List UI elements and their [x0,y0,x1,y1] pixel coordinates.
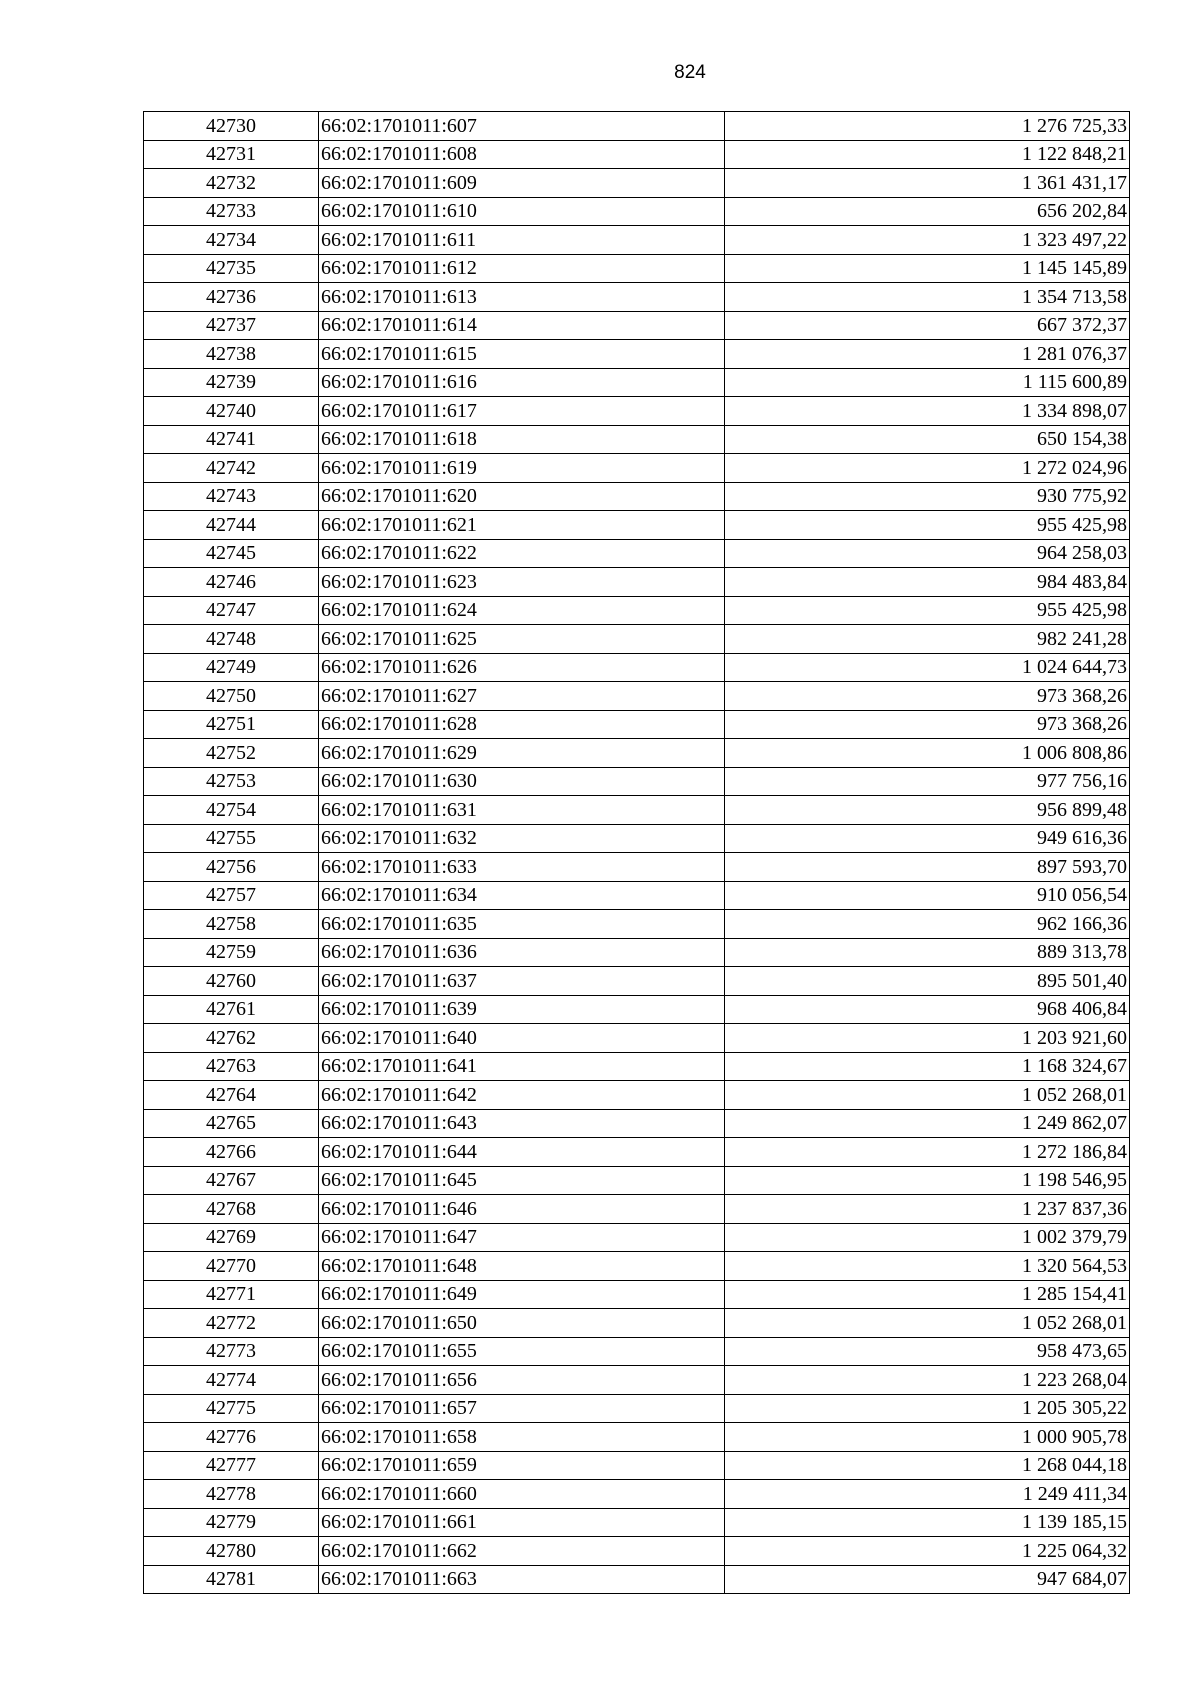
table-row [144,1252,1130,1281]
cadastral-number-cell: 66:02:1701011:656 [319,1366,725,1395]
cadastral-number-cell: 66:02:1701011:615 [319,340,725,369]
cadastral-number-cell: 66:02:1701011:655 [319,1337,725,1366]
cadastral-value-cell: 973 368,26 [725,710,1130,739]
row-number-cell: 42748 [144,625,319,654]
row-number-cell: 42773 [144,1337,319,1366]
table-row [144,511,1130,540]
table-row [144,425,1130,454]
cadastral-number-cell: 66:02:1701011:608 [319,140,725,169]
row-number-cell: 42735 [144,254,319,283]
cadastral-value-cell: 1 281 076,37 [725,340,1130,369]
row-number-cell: 42733 [144,197,319,226]
table-row [144,140,1130,169]
row-number-cell: 42743 [144,482,319,511]
row-number-cell: 42730 [144,112,319,141]
cadastral-number-cell: 66:02:1701011:660 [319,1480,725,1509]
row-number-cell: 42761 [144,995,319,1024]
row-number-cell: 42756 [144,853,319,882]
row-number-cell: 42738 [144,340,319,369]
cadastral-number-cell: 66:02:1701011:609 [319,169,725,198]
row-number-cell: 42771 [144,1280,319,1309]
cadastral-number-cell: 66:02:1701011:631 [319,796,725,825]
row-number-cell: 42734 [144,226,319,255]
row-number-cell: 42775 [144,1394,319,1423]
table-body [144,112,1130,1594]
cadastral-value-cell: 1 024 644,73 [725,653,1130,682]
cadastral-number-cell: 66:02:1701011:657 [319,1394,725,1423]
table-row [144,482,1130,511]
cadastral-value-cell: 1 115 600,89 [725,368,1130,397]
table-row [144,1138,1130,1167]
table-row [144,1508,1130,1537]
cadastral-value-cell: 930 775,92 [725,482,1130,511]
table-row [144,1423,1130,1452]
cadastral-number-cell: 66:02:1701011:650 [319,1309,725,1338]
row-number-cell: 42737 [144,311,319,340]
cadastral-number-cell: 66:02:1701011:642 [319,1081,725,1110]
cadastral-value-cell: 1 249 411,34 [725,1480,1130,1509]
table-row [144,824,1130,853]
cadastral-number-cell: 66:02:1701011:647 [319,1223,725,1252]
row-number-cell: 42768 [144,1195,319,1224]
table-row [144,1337,1130,1366]
cadastral-number-cell: 66:02:1701011:624 [319,596,725,625]
cadastral-number-cell: 66:02:1701011:620 [319,482,725,511]
cadastral-number-cell: 66:02:1701011:636 [319,938,725,967]
cadastral-number-cell: 66:02:1701011:632 [319,824,725,853]
cadastral-number-cell: 66:02:1701011:619 [319,454,725,483]
cadastral-value-cell: 910 056,54 [725,881,1130,910]
row-number-cell: 42778 [144,1480,319,1509]
cadastral-value-cell: 1 000 905,78 [725,1423,1130,1452]
row-number-cell: 42777 [144,1451,319,1480]
table-row [144,1052,1130,1081]
table-row [144,1024,1130,1053]
table-row [144,1366,1130,1395]
cadastral-number-cell: 66:02:1701011:625 [319,625,725,654]
row-number-cell: 42755 [144,824,319,853]
table-row [144,568,1130,597]
cadastral-number-cell: 66:02:1701011:641 [319,1052,725,1081]
cadastral-number-cell: 66:02:1701011:630 [319,767,725,796]
cadastral-value-cell: 1 006 808,86 [725,739,1130,768]
table-row [144,1223,1130,1252]
cadastral-number-cell: 66:02:1701011:649 [319,1280,725,1309]
row-number-cell: 42764 [144,1081,319,1110]
cadastral-number-cell: 66:02:1701011:626 [319,653,725,682]
table-row [144,796,1130,825]
cadastral-number-cell: 66:02:1701011:621 [319,511,725,540]
cadastral-value-cell: 1 361 431,17 [725,169,1130,198]
row-number-cell: 42769 [144,1223,319,1252]
cadastral-number-cell: 66:02:1701011:611 [319,226,725,255]
cadastral-value-cell: 650 154,38 [725,425,1130,454]
cadastral-value-cell: 897 593,70 [725,853,1130,882]
table-row [144,454,1130,483]
cadastral-value-cell: 1 272 024,96 [725,454,1130,483]
cadastral-number-cell: 66:02:1701011:617 [319,397,725,426]
cadastral-number-cell: 66:02:1701011:628 [319,710,725,739]
cadastral-value-cell: 1 323 497,22 [725,226,1130,255]
cadastral-value-cell: 1 268 044,18 [725,1451,1130,1480]
cadastral-number-cell: 66:02:1701011:644 [319,1138,725,1167]
cadastral-number-cell: 66:02:1701011:633 [319,853,725,882]
cadastral-value-cell: 1 139 185,15 [725,1508,1130,1537]
cadastral-value-cell: 1 168 324,67 [725,1052,1130,1081]
cadastral-number-cell: 66:02:1701011:646 [319,1195,725,1224]
table-row [144,1451,1130,1480]
cadastral-number-cell: 66:02:1701011:622 [319,539,725,568]
cadastral-number-cell: 66:02:1701011:659 [319,1451,725,1480]
row-number-cell: 42732 [144,169,319,198]
table-row [144,197,1130,226]
cadastral-number-cell: 66:02:1701011:612 [319,254,725,283]
cadastral-value-cell: 1 276 725,33 [725,112,1130,141]
table-row [144,653,1130,682]
cadastral-value-cell: 1 052 268,01 [725,1081,1130,1110]
row-number-cell: 42754 [144,796,319,825]
cadastral-number-cell: 66:02:1701011:635 [319,910,725,939]
cadastral-number-cell: 66:02:1701011:618 [319,425,725,454]
cadastral-value-cell: 955 425,98 [725,596,1130,625]
row-number-cell: 42774 [144,1366,319,1395]
row-number-cell: 42731 [144,140,319,169]
cadastral-value-cell: 1 122 848,21 [725,140,1130,169]
row-number-cell: 42746 [144,568,319,597]
table-row [144,853,1130,882]
row-number-cell: 42740 [144,397,319,426]
table-row [144,1280,1130,1309]
row-number-cell: 42780 [144,1537,319,1566]
cadastral-value-cell: 964 258,03 [725,539,1130,568]
table-row [144,625,1130,654]
table-row [144,995,1130,1024]
table-row [144,368,1130,397]
table-row [144,340,1130,369]
row-number-cell: 42772 [144,1309,319,1338]
cadastral-number-cell: 66:02:1701011:663 [319,1565,725,1594]
cadastral-number-cell: 66:02:1701011:614 [319,311,725,340]
table-row [144,112,1130,141]
cadastral-number-cell: 66:02:1701011:645 [319,1166,725,1195]
page-number: 824 [674,62,706,83]
cadastral-value-cell: 889 313,78 [725,938,1130,967]
cadastral-number-cell: 66:02:1701011:640 [319,1024,725,1053]
cadastral-number-cell: 66:02:1701011:629 [319,739,725,768]
table-row [144,1166,1130,1195]
row-number-cell: 42776 [144,1423,319,1452]
row-number-cell: 42751 [144,710,319,739]
cadastral-value-cell: 947 684,07 [725,1565,1130,1594]
table-row [144,967,1130,996]
row-number-cell: 42753 [144,767,319,796]
cadastral-number-cell: 66:02:1701011:627 [319,682,725,711]
cadastral-value-cell: 955 425,98 [725,511,1130,540]
table-row [144,283,1130,312]
row-number-cell: 42757 [144,881,319,910]
table-row [144,1081,1130,1110]
cadastral-value-cell: 1 002 379,79 [725,1223,1130,1252]
row-number-cell: 42747 [144,596,319,625]
table-row [144,910,1130,939]
cadastral-number-cell: 66:02:1701011:607 [319,112,725,141]
row-number-cell: 42770 [144,1252,319,1281]
row-number-cell: 42752 [144,739,319,768]
cadastral-value-cell: 1 203 921,60 [725,1024,1130,1053]
table-row [144,226,1130,255]
table-row [144,739,1130,768]
table-row [144,1195,1130,1224]
row-number-cell: 42763 [144,1052,319,1081]
table-row [144,767,1130,796]
table-row [144,1537,1130,1566]
table-row [144,938,1130,967]
table-row [144,1394,1130,1423]
cadastral-value-cell: 1 272 186,84 [725,1138,1130,1167]
cadastral-number-cell: 66:02:1701011:658 [319,1423,725,1452]
cadastral-value-cell: 1 198 546,95 [725,1166,1130,1195]
table-row [144,1109,1130,1138]
table-row [144,710,1130,739]
row-number-cell: 42779 [144,1508,319,1537]
registry-table [143,111,1130,1594]
row-number-cell: 42749 [144,653,319,682]
row-number-cell: 42767 [144,1166,319,1195]
row-number-cell: 42744 [144,511,319,540]
cadastral-value-cell: 949 616,36 [725,824,1130,853]
row-number-cell: 42745 [144,539,319,568]
cadastral-number-cell: 66:02:1701011:637 [319,967,725,996]
row-number-cell: 42758 [144,910,319,939]
row-number-cell: 42766 [144,1138,319,1167]
cadastral-number-cell: 66:02:1701011:616 [319,368,725,397]
row-number-cell: 42765 [144,1109,319,1138]
cadastral-value-cell: 1 237 837,36 [725,1195,1130,1224]
table-row [144,1309,1130,1338]
cadastral-value-cell: 1 223 268,04 [725,1366,1130,1395]
table-row [144,397,1130,426]
cadastral-value-cell: 984 483,84 [725,568,1130,597]
cadastral-value-cell: 1 249 862,07 [725,1109,1130,1138]
cadastral-value-cell: 1 285 154,41 [725,1280,1130,1309]
row-number-cell: 42742 [144,454,319,483]
row-number-cell: 42739 [144,368,319,397]
cadastral-value-cell: 667 372,37 [725,311,1130,340]
cadastral-number-cell: 66:02:1701011:610 [319,197,725,226]
row-number-cell: 42736 [144,283,319,312]
row-number-cell: 42750 [144,682,319,711]
cadastral-value-cell: 1 145 145,89 [725,254,1130,283]
row-number-cell: 42781 [144,1565,319,1594]
cadastral-number-cell: 66:02:1701011:643 [319,1109,725,1138]
cadastral-number-cell: 66:02:1701011:613 [319,283,725,312]
cadastral-value-cell: 968 406,84 [725,995,1130,1024]
cadastral-value-cell: 895 501,40 [725,967,1130,996]
cadastral-value-cell: 1 320 564,53 [725,1252,1130,1281]
cadastral-value-cell: 656 202,84 [725,197,1130,226]
cadastral-value-cell: 1 052 268,01 [725,1309,1130,1338]
cadastral-number-cell: 66:02:1701011:662 [319,1537,725,1566]
table-row [144,169,1130,198]
cadastral-value-cell: 1 334 898,07 [725,397,1130,426]
table-row [144,1480,1130,1509]
table-row [144,254,1130,283]
cadastral-value-cell: 958 473,65 [725,1337,1130,1366]
cadastral-number-cell: 66:02:1701011:623 [319,568,725,597]
table-row [144,881,1130,910]
cadastral-value-cell: 982 241,28 [725,625,1130,654]
cadastral-value-cell: 977 756,16 [725,767,1130,796]
row-number-cell: 42759 [144,938,319,967]
row-number-cell: 42741 [144,425,319,454]
cadastral-value-cell: 962 166,36 [725,910,1130,939]
cadastral-value-cell: 973 368,26 [725,682,1130,711]
cadastral-number-cell: 66:02:1701011:648 [319,1252,725,1281]
row-number-cell: 42762 [144,1024,319,1053]
table-row [144,596,1130,625]
cadastral-number-cell: 66:02:1701011:634 [319,881,725,910]
cadastral-value-cell: 956 899,48 [725,796,1130,825]
cadastral-value-cell: 1 354 713,58 [725,283,1130,312]
cadastral-value-cell: 1 225 064,32 [725,1537,1130,1566]
cadastral-number-cell: 66:02:1701011:661 [319,1508,725,1537]
table-row [144,1565,1130,1594]
cadastral-value-cell: 1 205 305,22 [725,1394,1130,1423]
row-number-cell: 42760 [144,967,319,996]
table-row [144,311,1130,340]
table-row [144,682,1130,711]
cadastral-number-cell: 66:02:1701011:639 [319,995,725,1024]
table-row [144,539,1130,568]
